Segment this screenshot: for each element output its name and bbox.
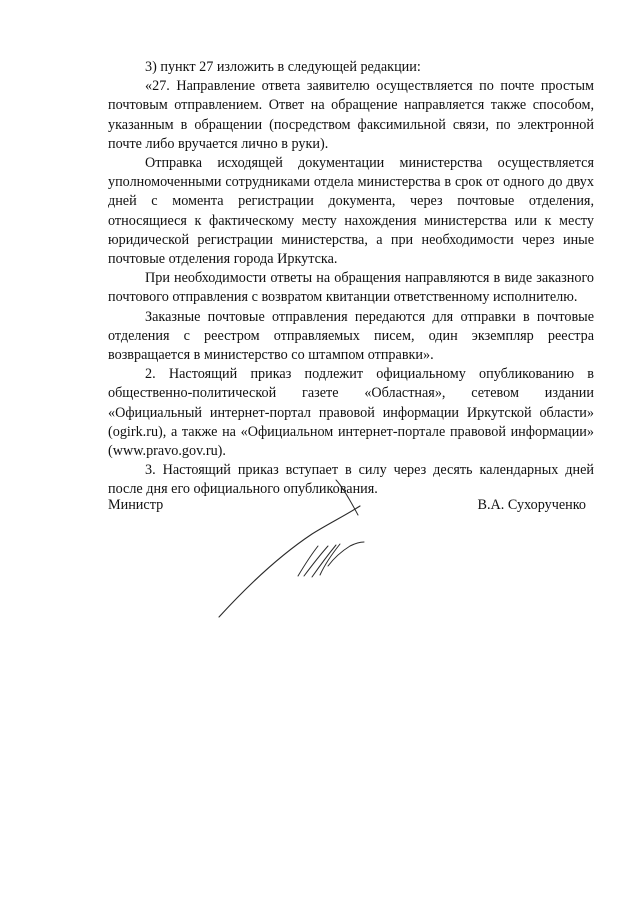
paragraph-outgoing-docs: Отправка исходящей документации министерства осуществляется уполномоченными сотрудниками отдела министерства в срок от одного до двух дней с момента регистрации документа, через почтовые отделения, относящиеся к фактическому месту нахождения министерства или к месту юридической регистрации министерства, а при необходимости через иные почтовые отделения города Иркутска.: [108, 155, 594, 268]
paragraph-item-3-header: 3) пункт 27 изложить в следующей редакции:: [145, 59, 421, 75]
signatory-name: В.А. Сухорученко: [477, 497, 586, 513]
handwritten-signature-icon: [216, 472, 376, 622]
paragraph-registered-mail: При необходимости ответы на обращения направляются в виде заказного почтового отправления с возвратом квитанции ответственному исполнителю.: [108, 270, 594, 306]
paragraph-publication: 2. Настоящий приказ подлежит официальному опубликованию в общественно-политической газете «Областная», сетевом издании «Официальный интернет-портал правовой информации Иркутской области» (ogirk.ru), а также на «Официальном интернет-портале правовой информации» (www.pravo.gov.ru).: [108, 366, 594, 460]
paragraph-effective-date: 3. Настоящий приказ вступает в силу через десять календарных дней после дня его официального опубликования.: [108, 462, 594, 498]
paragraph-point-27: «27. Направление ответа заявителю осуществляется по почте простым почтовым отправлением. Ответ на обращение направляется также способом, указанным в обращении (посредством факсимильной связи, по электронной почте либо вручается лично в руки).: [108, 78, 594, 152]
signatory-position: Министр: [108, 497, 164, 513]
document-body: [108, 58, 594, 500]
paragraph-postal-register: Заказные почтовые отправления передаются для отправки в почтовые отделения с реестром отправляемых писем, один экземпляр реестра возвращается в министерство со штампом отправки».: [108, 308, 594, 364]
